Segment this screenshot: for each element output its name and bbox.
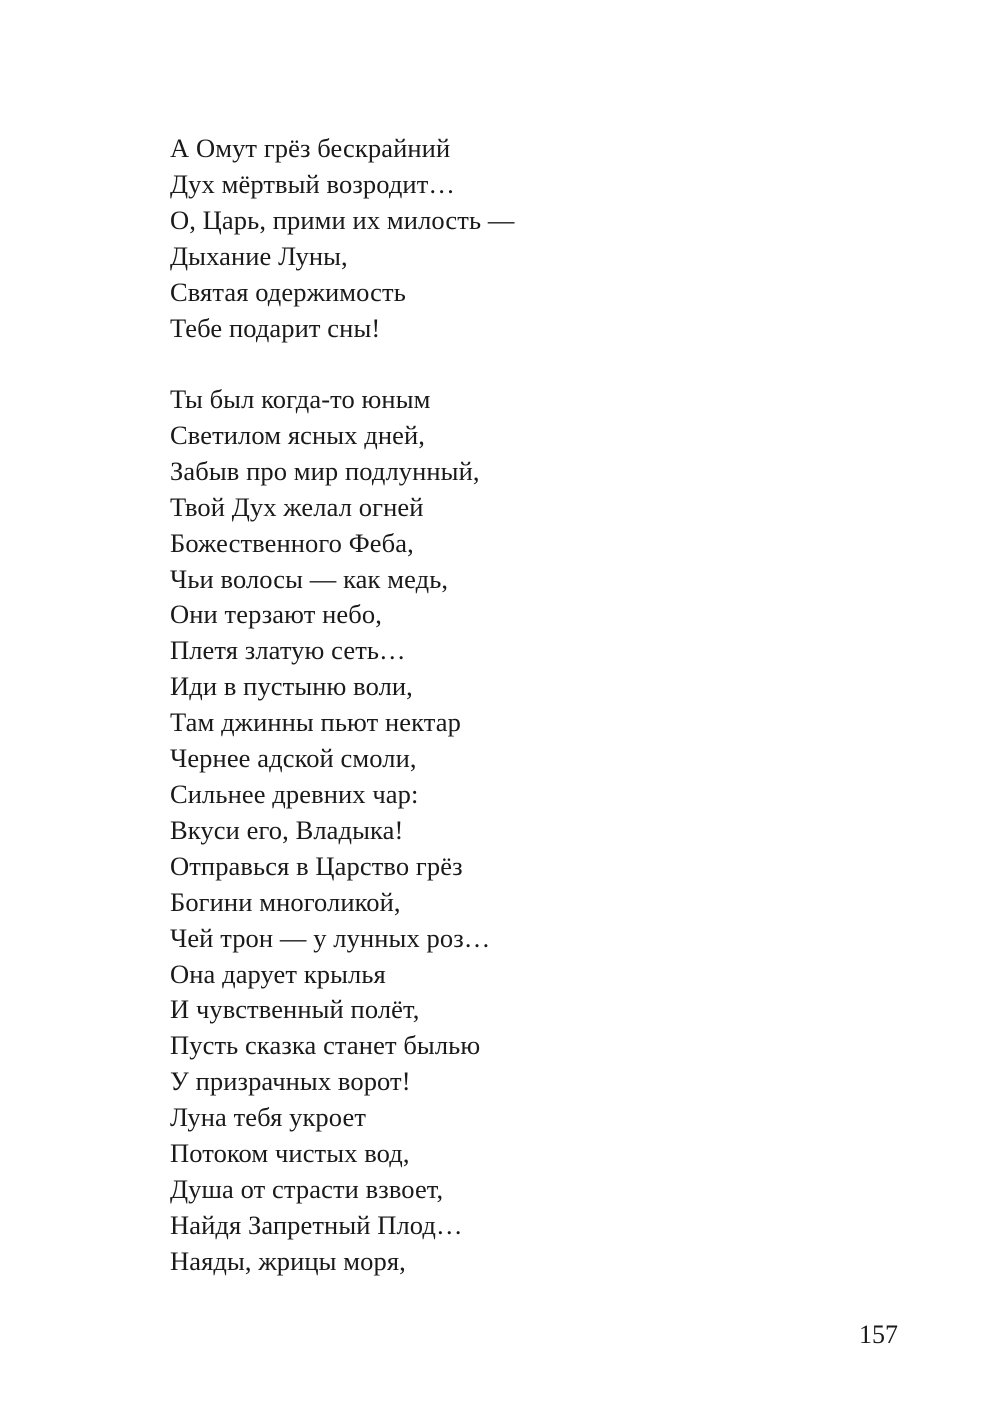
poem-line: Иди в пустыню воли, (170, 671, 413, 702)
poem-line: Наяды, жрицы моря, (170, 1245, 406, 1276)
poem-line: Найдя Запретный Плод… (170, 1209, 463, 1240)
poem-line: У призрачных ворот! (170, 1066, 411, 1097)
poem-line: Твой Дух желал огней (170, 491, 424, 522)
poem-line: Божественного Феба, (170, 527, 414, 558)
poem-line: Они терзают небо, (170, 599, 382, 630)
poem-line: Вкуси его, Владыка! (170, 814, 404, 845)
poem-line: Богини многоликой, (170, 886, 401, 917)
poem-line: Чей трон — у лунных роз… (170, 922, 491, 953)
poem-line: Чьи волосы — как медь, (170, 563, 449, 594)
poem-line: Душа от страсти взвоет, (170, 1173, 444, 1204)
stanza-1 (170, 131, 514, 346)
poem-line: Чернее адской смоли, (170, 743, 417, 774)
poem-line: Плетя златую сеть… (170, 635, 406, 666)
poem-line: Она дарует крылья (170, 958, 386, 989)
poem-line: Дух мёртвый возродит… (170, 168, 455, 199)
poem-line: Забыв про мир подлунный, (170, 455, 480, 486)
poem-line: О, Царь, прими их милость — (170, 204, 515, 235)
poem-line: Отправься в Царство грёз (170, 850, 463, 881)
poem-line: Дыхание Луны, (170, 240, 348, 271)
poem-line: Тебе подарит сны! (170, 312, 381, 343)
poem-line: И чувственный полёт, (170, 994, 420, 1025)
poem-line: Сильнее древних чар: (170, 778, 419, 809)
stanza-2 (170, 382, 490, 1280)
page-number: 157 (859, 1320, 898, 1349)
poem-line: Светилом ясных дней, (170, 419, 425, 450)
poem-line: А Омут грёз бескрайний (170, 133, 451, 163)
poem-line: Святая одержимость (170, 276, 406, 307)
poem-line: Пусть сказка станет былью (170, 1030, 481, 1061)
poem-line: Луна тебя укроет (170, 1102, 367, 1133)
poem-line: Ты был когда-то юным (170, 384, 431, 414)
poem-line: Потоком чистых вод, (170, 1138, 410, 1169)
poem-line: Там джинны пьют нектар (170, 707, 461, 738)
